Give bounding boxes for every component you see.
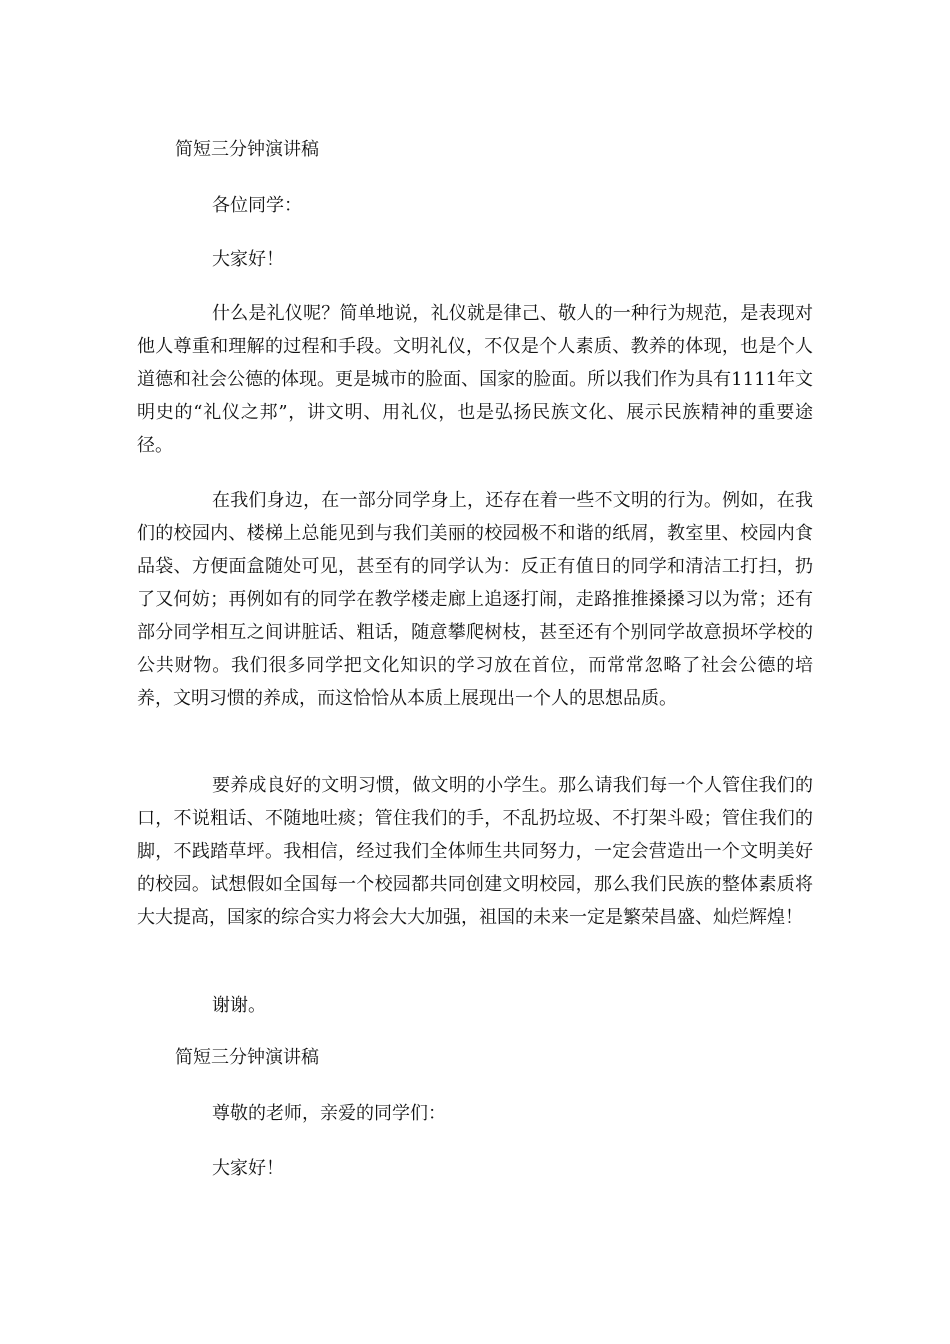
speech2-hello: 大家好！ bbox=[212, 1158, 284, 1179]
speech1-paragraph-2: 在我们身边，在一部分同学身上，还存在着一些不文明的行为。例如，在我们的校园内、楼梯上总能见到与我们美丽的校园极不和谐的纸屑，教室里、校园内食品袋、方便面盒随处可见，甚至有的同学认为：反正有值日的同学和清洁工打扫，扔了又何妨；再例如有的同学在教学楼走廊上追逐打闹，走路推推搡搡习以为常；还有部分同学相互之间讲脏话、粗话，随意攀爬树枝，甚至还有个别同学故意损坏学校的公共财物。我们很多同学把文化知识的学习放在首位，而常常忽略了社会公德的培养，文明习惯的养成，而这恰恰从本质上展现出一个人的思想品质。 bbox=[137, 490, 813, 709]
speech1-greeting: 各位同学： bbox=[212, 195, 302, 216]
speech2-greeting: 尊敬的老师，亲爱的同学们： bbox=[212, 1103, 446, 1124]
speech2-title: 简短三分钟演讲稿 bbox=[175, 1047, 319, 1068]
speech1-hello: 大家好！ bbox=[212, 249, 284, 270]
speech1-title: 简短三分钟演讲稿 bbox=[175, 139, 319, 160]
speech1-thanks: 谢谢。 bbox=[212, 995, 266, 1016]
speech1-paragraph-3: 要养成良好的文明习惯，做文明的小学生。那么请我们每一个人管住我们的口，不说粗话、不随地吐痰；管住我们的手，不乱扔垃圾、不打架斗殴；管住我们的脚，不践踏草坪。我相信，经过我们全体师生共同努力，一定会营造出一个文明美好的校园。试想假如全国每一个校园都共同创建文明校园，那么我们民族的整体素质将大大提高，国家的综合实力将会大大加强，祖国的未来一定是繁荣昌盛、灿烂辉煌！ bbox=[137, 775, 813, 928]
speech1-paragraph-1: 什么是礼仪呢？简单地说，礼仪就是律己、敬人的一种行为规范，是表现对他人尊重和理解的过程和手段。文明礼仪，不仅是个人素质、教养的体现，也是个人道德和社会公德的体现。更是城市的脸面、国家的脸面。所以我们作为具有1111年文明史的“礼仪之邦”，讲文明、用礼仪，也是弘扬民族文化、展示民族精神的重要途径。 bbox=[137, 303, 813, 456]
